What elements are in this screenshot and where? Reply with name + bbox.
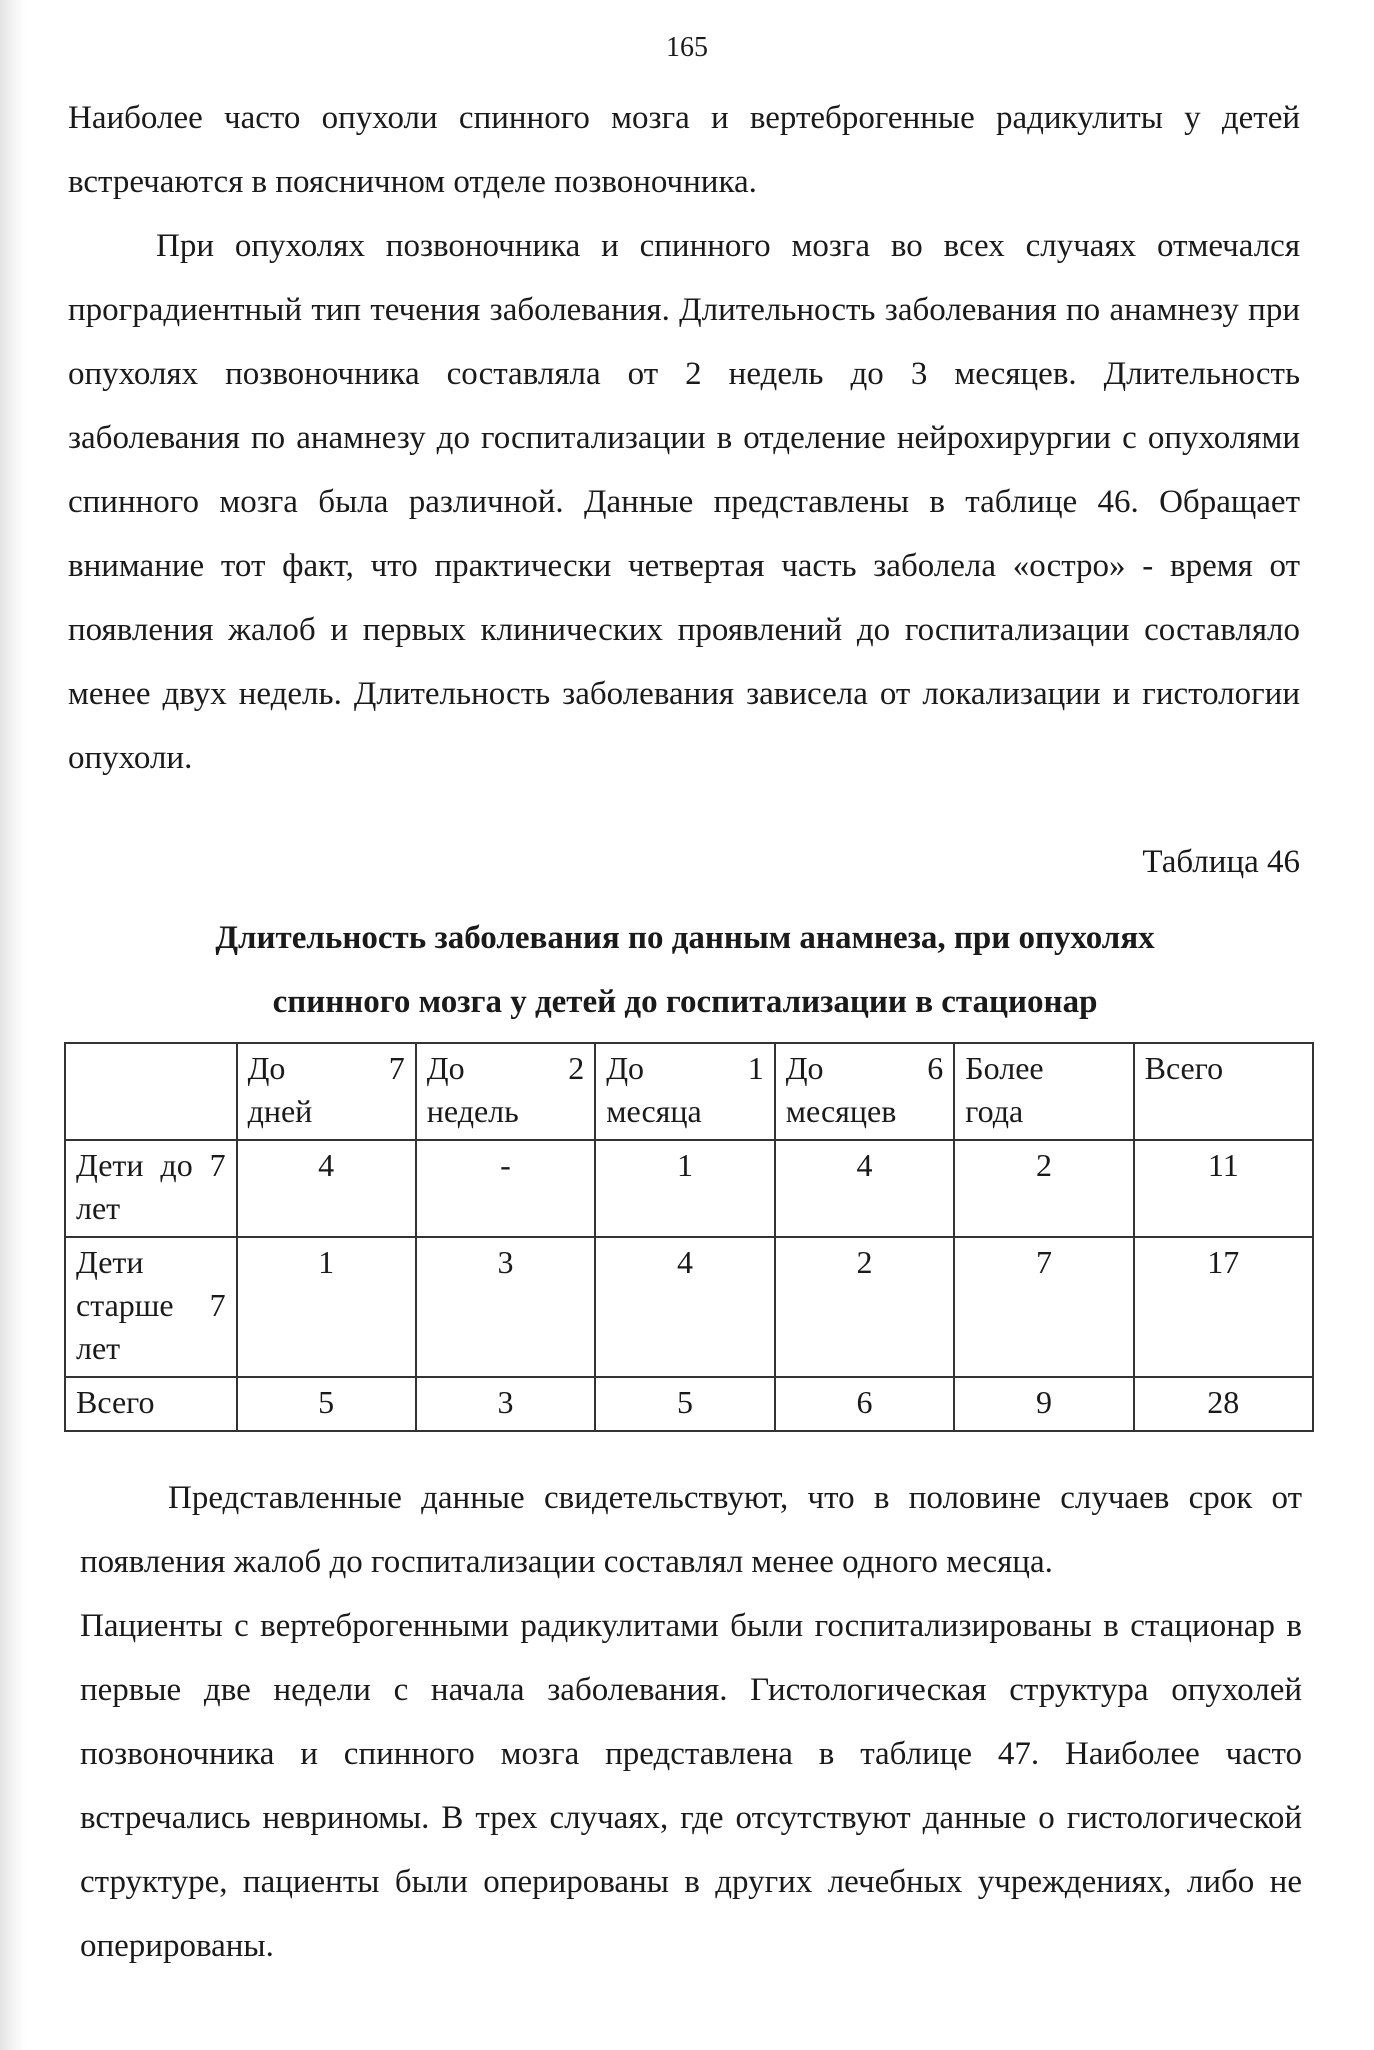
paragraph-1	[68, 86, 1300, 214]
paragraph-4	[80, 1594, 1302, 1978]
header-unit: года	[965, 1093, 1024, 1129]
table-cell: 4	[237, 1140, 416, 1237]
table-cell: 11	[1134, 1140, 1313, 1237]
table-cell: 9	[954, 1377, 1133, 1431]
table-header-cell	[237, 1043, 416, 1140]
header-word: До	[426, 1050, 465, 1086]
paragraph-3	[80, 1466, 1302, 1594]
table-header-cell	[1134, 1043, 1313, 1140]
table-caption: Таблица 46	[1142, 844, 1300, 880]
header-unit: дней	[247, 1093, 313, 1129]
row-label: Дети до 7 лет	[65, 1140, 237, 1237]
scan-edge-shadow	[0, 0, 26, 2050]
header-number: 1	[747, 1050, 764, 1086]
table-cell: 1	[595, 1140, 774, 1237]
table-header-cell	[775, 1043, 955, 1140]
page-number: 165	[666, 32, 708, 63]
table-cell: 4	[595, 1237, 774, 1377]
table-row	[65, 1140, 1313, 1237]
table-cell: 5	[237, 1377, 416, 1431]
table-cell: 28	[1134, 1377, 1313, 1431]
table-row	[65, 1237, 1313, 1377]
header-word: До	[785, 1050, 824, 1086]
table-header-row	[65, 1043, 1313, 1140]
table-header-cell	[595, 1043, 774, 1140]
table-cell: 2	[775, 1237, 955, 1377]
table-title	[60, 906, 1310, 1034]
paragraph-3-text: Представленные данные свидетельствуют, что в половине случаев срок от появления жалоб до госпитализации составлял менее одного месяца.	[80, 1480, 1302, 1580]
table-title-line-2: спинного мозга у детей до госпитализации в стационар	[272, 984, 1098, 1020]
table-title-line-1: Длительность заболевания по данным анамнеза, при опухолях	[215, 920, 1155, 956]
table-cell: 6	[775, 1377, 955, 1431]
table-row-total	[65, 1377, 1313, 1431]
table-cell: 17	[1134, 1237, 1313, 1377]
table-header-empty-cell	[65, 1043, 237, 1140]
table-cell: 2	[954, 1140, 1133, 1237]
row-label: Всего	[65, 1377, 237, 1431]
duration-table	[64, 1042, 1314, 1432]
paragraph-1-text: Наиболее часто опухоли спинного мозга и вертеброгенные радикулиты у детей встречаются в поясничном отделе позвоночника.	[68, 100, 1300, 200]
header-unit: недель	[426, 1093, 519, 1129]
header-unit: месяца	[606, 1093, 702, 1129]
table-cell: -	[416, 1140, 595, 1237]
paragraph-4-text: Пациенты с вертеброгенными радикулитами были госпитализированы в стационар в первые две недели с начала заболевания. Гистологическая структура опухолей позвоночника и спинного мозга представлена в таблице 47. Наиболее часто встречались невриномы. В трех случаях, где отсутствуют данные о гистологической структуре, пациенты были оперированы в других лечебных учреждениях, либо не оперированы.	[80, 1608, 1302, 1964]
paragraph-2	[68, 214, 1300, 790]
table-cell: 3	[416, 1377, 595, 1431]
header-word: До	[247, 1050, 286, 1086]
table-header-cell	[954, 1043, 1133, 1140]
header-number: 7	[388, 1050, 405, 1086]
header-number: 6	[927, 1050, 944, 1086]
paragraph-2-text: При опухолях позвоночника и спинного мозга во всех случаях отмечался проградиентный тип течения заболевания. Длительность заболевания по анамнезу при опухолях позвоночника составляла от 2 недель до 3 месяцев. Длительность заболевания по анамнезу до госпитализации в отделение нейрохирургии с опухолями спинного мозга была различной. Данные представлены в таблице 46. Обращает внимание тот факт, что практически четвертая часть заболела «остро» - время от появления жалоб и первых клинических проявлений до госпитализации составляло менее двух недель. Длительность заболевания зависела от локализации и гистологии опухоли.	[68, 228, 1300, 776]
table-cell: 5	[595, 1377, 774, 1431]
header-word: Всего	[1144, 1050, 1224, 1086]
header-unit: месяцев	[785, 1093, 897, 1129]
header-word: Более	[965, 1050, 1044, 1086]
header-number: 2	[568, 1050, 585, 1086]
table-header-cell	[416, 1043, 595, 1140]
header-word: До	[606, 1050, 645, 1086]
table-cell: 3	[416, 1237, 595, 1377]
table-cell: 7	[954, 1237, 1133, 1377]
table-cell: 4	[775, 1140, 955, 1237]
table-cell: 1	[237, 1237, 416, 1377]
row-label: Дети старше 7 лет	[65, 1237, 237, 1377]
